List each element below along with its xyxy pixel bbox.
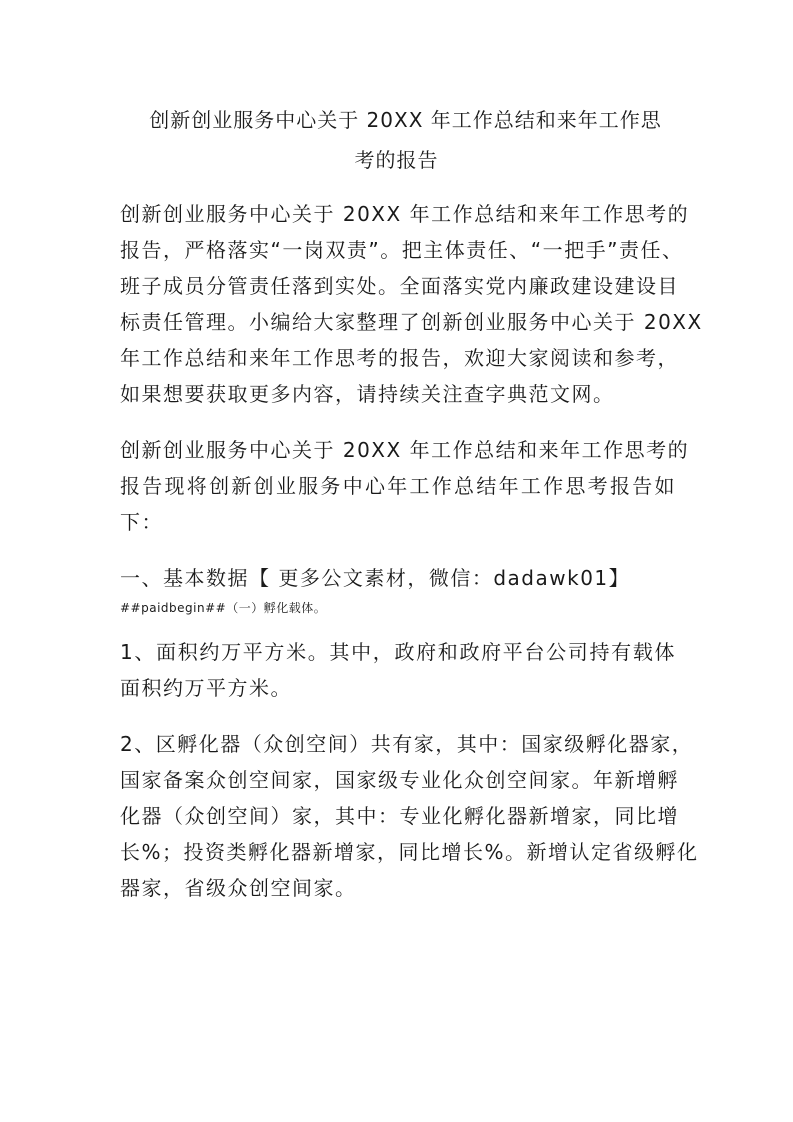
item-2-paragraph: [120, 726, 699, 906]
paragraph-line: 创新创业服务中心关于 20XX 年工作总结和来年工作思考的: [120, 202, 690, 226]
paragraph-line: 报告现将创新创业服务中心年工作总结年工作思考报告如: [120, 474, 676, 498]
paragraph-line: 年工作总结和来年工作思考的报告，欢迎大家阅读和参考，: [120, 346, 679, 370]
paragraph-line: 面积约万平方米。: [120, 676, 292, 700]
paragraph-line: 2、区孵化器（众创空间）共有家，其中：国家级孵化器家，: [120, 732, 694, 756]
section-heading-basic-data: 一、基本数据【 更多公文素材，微信：dadawk01】: [120, 566, 631, 590]
paragraph-line: 如果想要获取更多内容，请持续关注查字典范文网。: [120, 382, 615, 406]
paragraph-line: 下：: [120, 510, 163, 534]
document-body: [120, 196, 703, 926]
title-line-1: 创新创业服务中心关于 20XX 年工作总结和来年工作思: [149, 108, 662, 132]
report-intro-paragraph: [120, 432, 690, 540]
item-1-paragraph: [120, 634, 676, 706]
paragraph-line: 创新创业服务中心关于 20XX 年工作总结和来年工作思考的: [120, 438, 690, 462]
paragraph-line: 班子成员分管责任落到实处。全面落实党内廉政建设建设目: [120, 274, 679, 298]
paragraph-line: 1、面积约万平方米。其中，政府和政府平台公司持有载体: [120, 640, 676, 664]
paragraph-line: 标责任管理。小编给大家整理了创新创业服务中心关于 20XX: [120, 310, 703, 334]
paragraph-line: 报告，严格落实“一岗双责”。把主体责任、“一把手”责任、: [120, 238, 684, 262]
paragraph-line: 化器（众创空间）家，其中：专业化孵化器新增家，同比增: [120, 804, 679, 828]
paragraph-line: 国家备案众创空间家，国家级专业化众创空间家。年新增孵: [120, 768, 679, 792]
subsection-marker: ##paidbegin##（一）孵化载体。: [120, 601, 327, 615]
paragraph-line: 器家，省级众创空间家。: [120, 876, 357, 900]
document-title: [120, 100, 673, 180]
title-line-2: 考的报告: [354, 148, 439, 172]
paragraph-line: 长%；投资类孵化器新增家，同比增长%。新增认定省级孵化: [120, 840, 699, 864]
intro-paragraph: [120, 196, 703, 412]
